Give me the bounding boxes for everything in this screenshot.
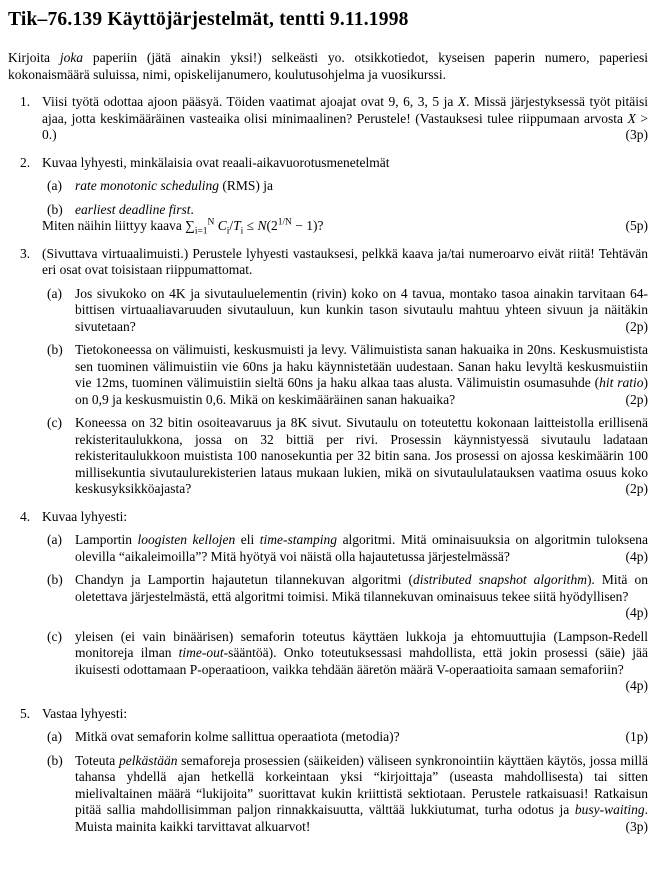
- sub-item-label: (b): [47, 342, 63, 357]
- sub-item-4c: [47, 629, 648, 695]
- sub-item-text: rate monotonic scheduling (RMS) ja: [75, 178, 273, 193]
- sub-item-label: (a): [47, 178, 62, 193]
- points-label: (4p): [625, 605, 648, 620]
- sub-item-label: (a): [47, 532, 62, 547]
- question-text: Vastaa lyhyesti:: [42, 705, 128, 721]
- followup-text-content: Miten näihin liittyy kaava $\sum_{i=1}^N$ $C_i/T_i \le N(2^{1/N} - 1)$?: [42, 218, 324, 235]
- points-label: (5p): [625, 218, 648, 233]
- points-label: (4p): [625, 548, 648, 564]
- sub-item-text-content: Lamportin loogisten kellojen eli time-stamping algoritmi. Mitä ominaisuuksia on algoritmin tuloksena olevilla “aikaleimoilla”? Mitä hyötyä voi näistä olla hajautetussa järjestelmässä?: [75, 532, 648, 564]
- points-label: (1p): [625, 729, 648, 744]
- question-number: 1.: [20, 94, 31, 109]
- points-label: (4p): [625, 678, 648, 693]
- page-title: Tik–76.139 Käyttöjärjestelmät, tentti 9.11.1998: [8, 9, 409, 30]
- question-4: [8, 509, 648, 695]
- question-number: 5.: [20, 705, 31, 721]
- question-3: [8, 246, 648, 498]
- sub-item-text-content: Jos sivukoko on 4K ja sivutauluelementin (rivin) koko on 4 tavua, montako tasoa ainakin tarvitaan 64-bittisen virtuaaliavaruuden sivutauluun, kun kunkin tason sivutaulu mahtuu yhteen sivuun ja näitäkin sivutetaan?: [75, 285, 648, 334]
- sub-item-label: (b): [47, 752, 63, 768]
- sub-item-text: [75, 572, 648, 622]
- sub-item-label: (c): [47, 415, 62, 430]
- sub-item-2b: [47, 202, 648, 219]
- points-label: (2p): [625, 481, 648, 496]
- question-body: [42, 246, 648, 498]
- sub-item-text-content: Chandyn ja Lamportin hajautetun tilannekuvan algoritmi (distributed snapshot algorithm). Mitä on oletettava järjestelmästä, että algoritmi toimisi. Mikä tilannekuvan ominaisuus tekee siitä hyödyllisen?: [75, 572, 648, 604]
- sub-item-2a: [47, 178, 648, 195]
- sub-item-text: [75, 415, 648, 498]
- sub-item-text: [75, 629, 648, 695]
- question-text-content: Viisi työtä odottaa ajoon pääsyä. Töiden vaatimat ajoajat ovat 9, 6, 3, 5 ja X. Missä järjestyksessä työt pitäisi ajaa, jotta keskimääräinen vasteaika olisi minimaalinen? Perustele! (Vastauksesi tulee riippumaan arvosta X > 0.): [42, 94, 648, 142]
- sub-item-label: (a): [47, 285, 62, 301]
- sub-item-5a: [47, 729, 648, 746]
- question-number: 3.: [20, 245, 31, 261]
- sub-item-text: [75, 342, 648, 408]
- question-text: Kuvaa lyhyesti:: [42, 508, 128, 524]
- sub-item-text: [75, 753, 648, 836]
- question-followup: [42, 218, 648, 235]
- intro-paragraph: Kirjoita joka paperiin (jätä ainakin yksi!) selkeästi yo. otsikkotiedot, kyseisen paperin numero, paperiesi kokonaismäärä suluissa, nimi, opiskelijanumero, koulutusohjelma ja vuosikurssi.: [8, 50, 648, 82]
- sub-item-label: (b): [47, 201, 63, 217]
- sub-item-text: [75, 286, 648, 336]
- question-body: [42, 706, 648, 836]
- sub-item-label: (b): [47, 572, 63, 587]
- sub-item-label: (c): [47, 628, 62, 644]
- sub-item-label: (a): [47, 729, 62, 744]
- sub-item-text: [75, 532, 648, 565]
- question-text: (Sivuttava virtuaalimuisti.) Perustele lyhyesti vastauksesi, pelkkä kaava ja/tai numeroarvo eivät riitä! Tehtävän eri osat ovat toisistaan riippumattomat.: [42, 245, 648, 277]
- points-label: (2p): [625, 318, 648, 334]
- sub-item-3b: [47, 342, 648, 408]
- question-body: [42, 94, 648, 144]
- question-5: [8, 706, 648, 836]
- sub-item-3c: [47, 415, 648, 498]
- sub-item-text-content: Toteuta pelkästään semaforeja prosessien (säikeiden) väliseen synkronointiin käyttäen käytös, jossa millä tahansa yhdellä ajan hetkellä korkeintaan yksi “kirjoittaja” (useasta mahdollisesta) tai sitten mielivaltainen määrä “lukijoita” suorittavat kukin kriittistä sektiotaan. Perustele ratkaisuasi! Ratkaisun pitää sallia mahdollisimman paljon rinnakkaisuutta, välttää lukkiutumat, turha odotus ja busy-waiting. Muista mainita kaikki tarvittavat alkuarvot!: [75, 752, 648, 834]
- sub-item-5b: [47, 753, 648, 836]
- points-label: (3p): [625, 818, 648, 834]
- sub-item-4b: [47, 572, 648, 622]
- points-label: (2p): [625, 391, 648, 407]
- question-2: [8, 155, 648, 235]
- sub-item-text-content: Mitkä ovat semaforin kolme sallittua operaatiota (metodia)?: [75, 729, 400, 744]
- question-number: 4.: [20, 508, 31, 524]
- points-label: (3p): [625, 127, 648, 142]
- sub-item-text-content: Tietokoneessa on välimuisti, keskusmuisti ja levy. Välimuistista sanan hakuaika in 20ns. Keskusmuistista sen tuominen välimuistiin vie 60ns ja haku käynnistetään uudestaan. Sanan haku levyltä keskusmuistiin vie 12ms, tuominen välimuistiin sieltä 60ns ja haku alkaa taas alusta. Välimuistin osumasuhde (hit ratio) on 0,9 ja keskusmuistin 0,6. Mikä on keskimääräinen sanan hakuaika?: [75, 342, 648, 407]
- sub-item-text-content: Koneessa on 32 bitin osoiteavaruus ja 8K sivut. Sivutaulu on toteutettu kokonaan laitteistolla erillisenä rekisteritaulukkona, jossa on 32 bittiä per rivi. Prosessin käynnistyessä sivutaulu ladataan rekisteritaulukkoon muistista 100 nanosekuntia per 32 bitin sana. Jos prosessi on ajossa keskimäärin 100 millisekuntia sivutaulurekisterien lataus mukaan lukien, mikä on sivutaululatauksen vaatima osuus koko keskusyksikköajasta?: [75, 415, 648, 496]
- question-text: Kuvaa lyhyesti, minkälaisia ovat reaali-aikavuorotusmenetelmät: [42, 154, 390, 170]
- sub-item-text: [75, 729, 648, 746]
- sub-item-4a: [47, 532, 648, 565]
- sub-item-text-content: yleisen (ei vain binäärisen) semaforin toteutus käyttäen lukkoja ja ehtomuuttujia (Lampson-Redell monitoreja ilman time-out-sääntöä). Onko toteutuksessasi mahdollista, että jokin prosessi (säie) jää ikuisesti odottamaan P-operaatioon, vaikka tehdään ääretön määrä V-operaatioita samaan semaforiin?: [75, 628, 648, 677]
- question-body: [42, 155, 648, 235]
- question-text: [42, 94, 648, 144]
- question-1: [8, 94, 648, 144]
- question-body: [42, 509, 648, 695]
- sub-item-text: earliest deadline first.: [75, 201, 194, 217]
- question-number: 2.: [20, 154, 31, 170]
- sub-item-3a: [47, 286, 648, 336]
